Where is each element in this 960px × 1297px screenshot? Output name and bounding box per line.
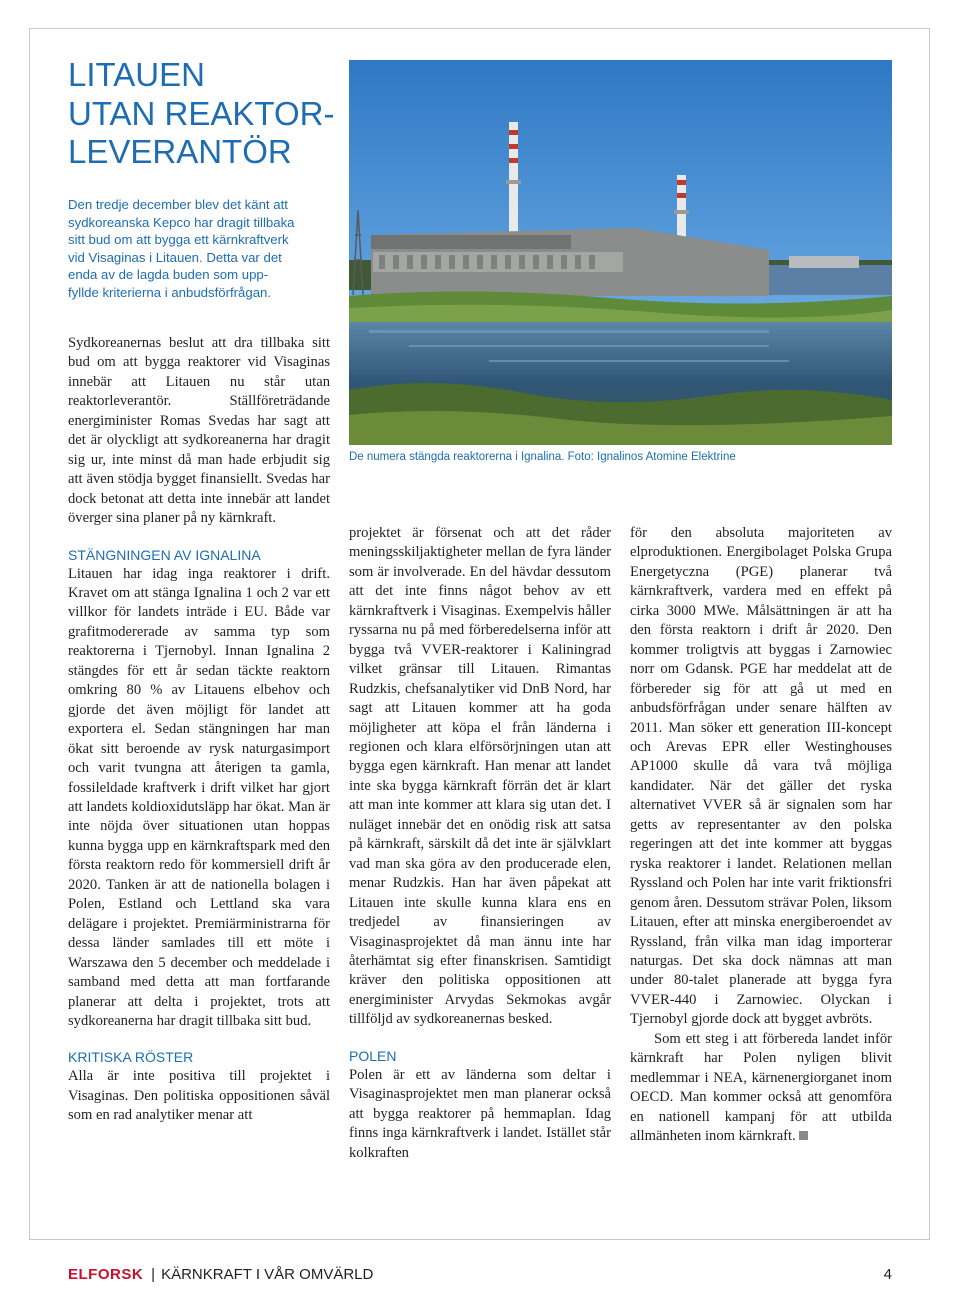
paragraph: projektet är försenat och att det råder meningsskiljaktigheter mellan de fyra länder som är involverade. En del hävdar dessutom att det inte finns något behov av ett kärnkraftverk i Visaginas. Exempelvis håller ryssarna nu på med förberedelserna inför att bygga två VVER-reaktorer i Kaliningrad vilket gränsar till Litauen. Rimantas Rudzkis, chefsanalytiker vid DnB Nord, har sagt att Litauen kommer att ha goda möjligheter att köpa el från länderna i regionen och klara elförsörjningen utan att bygga egen kärnkraft. Han menar att landet inte ska bygga kärnkraft förrän det är klart att man inte kommer att klara sig utan det. I nuläget innebär det en onödig risk att satsa på kärnkraft, särskilt då det inte är självklart vad man ska göra av den producerade elen, menar Rudzkis. Han har även påpekat att Litauen inte skulle kunna klara ens en tredjedel av finansieringen av Visaginasprojektet då man ännu inte har återhämtat sig efter finanskrisen. Samtidigt kräver den politiska oppositionen att energiminister Arvydas Sekmokas avgår tillföljd av sydkoreanernas besked. bbox=[349, 525, 611, 1028]
paragraph: Polen är ett av länderna som deltar i Visaginasprojektet men man planerar också att bygga reaktorer på hemmaplan. Idag finns inga kärnkraftverk i landet. Istället står kolkraften bbox=[349, 1066, 611, 1161]
intro-line-5: enda av de lagda buden som upp- bbox=[68, 267, 269, 283]
paragraph: för den absoluta majoriteten av elproduktionen. Energibolaget Polska Grupa Energetyczna (PGE) planerar två kärnkraftverk, vardera med en effekt på cirka 3000 MWe. Målsättningen är att ha den första reaktorn i drift år 2020. Den kommer troligtvis att byggas i Zarnowiec norr om Gdansk. PGE har meddelat att de förbereder sig för att gå ut med en anbudsförfrågan under senare hälften av 2011. Man söker ett generation III-koncept och Arevas EPR eller Westinghouses AP1000 skulle då vara två möjliga kandidater. När det gäller det ryska alternativet VVER så är signalen som har getts av representanter av den polska regeringen att det inte kommer att byggas ryska reaktorer i landet. Relationen mellan Ryssland och Polen har inte varit friktionsfri genom åren. Dessutom strävar Polen, liksom Litauen, efter att minska energiberoendet av Ryssland, från vilka man idag importerar naturgas. Det ska dock nämnas att man under 80-talet planerade att bygga fyra VVER-440 i Zarnowiec. Olyckan i Tjernobyl gjorde dock att bygget avbröts. bbox=[630, 525, 892, 1028]
subheading-polen: POLEN bbox=[349, 1047, 397, 1064]
photo-ignalina bbox=[349, 60, 892, 445]
end-of-article-icon bbox=[799, 1131, 808, 1140]
text-column-3 bbox=[630, 524, 892, 1147]
paragraph-last bbox=[630, 1030, 892, 1147]
page-footer bbox=[68, 1265, 892, 1285]
intro-line-2: sydkoreanska Kepco har dragit tillbaka bbox=[68, 214, 295, 230]
intro-line-4: vid Visaginas i Litauen. Detta var det bbox=[68, 249, 282, 265]
intro-line-1: Den tredje december blev det känt att bbox=[68, 197, 288, 212]
subheading-stangningen: STÄNGNINGEN AV IGNALINA bbox=[68, 546, 261, 563]
subheading-kritiska-roster: KRITISKA RÖSTER bbox=[68, 1049, 194, 1066]
title-line-3: LEVERANTÖR bbox=[68, 133, 292, 170]
article-intro bbox=[68, 196, 338, 302]
title-line-2: UTAN REAKTOR- bbox=[68, 94, 335, 132]
title-line-1: LITAUEN bbox=[68, 56, 205, 93]
photo-caption: De numera stängda reaktorerna i Ignalina. Foto: Ignalinos Atomine Elektrine bbox=[349, 451, 736, 463]
paragraph-last-text: Som ett steg i att förbereda landet inför kärnkraft har Polen nyligen blivit medlemmar i NEA, kärnenergiorganet inom OECD. Man kommer också att genomföra en nationell kampanj för att utbilda allmänheten inom kärnkraft. bbox=[630, 1030, 892, 1145]
paragraph: Litauen har idag inga reaktorer i drift. Kravet om att stänga Ignalina 1 och 2 var ett villkor för landets inträde i EU. Både var grafitmodererade av samma typ som reaktorerna i Tjernobyl. Innan Ignalina 2 stängdes för ett år sedan täckte reaktorn omkring 80 % av Litauens elbehov och gjorde det även möjligt för landet att exportera el. Sedan stängningen har man ökat sitt beroende av rysk naturgasimport och varit tvungna att återigen ta gamla, fossileldade kraftverk i drift vilket har gjort att landets koldioxidutsläpp har ökat. Man är inte nöjda över situationen utan hoppas kunna bygga upp en kärnkraftspark med den första reaktorn redo för kommersiell drift år 2020. Tanken är att de nationella bolagen i Polen, Estland och Lettland ska vara delägare i projektet. Premiärministrarna för dessa länder samlades till ett möte i Warszawa den 5 december och meddelade i samband med detta att man fortfarande planerar att delta i projektet, trots att sydkoreanerna har dragit tillbaka sitt bud. bbox=[68, 565, 330, 1029]
footer-separator: | bbox=[151, 1266, 156, 1283]
text-column-2 bbox=[349, 524, 611, 1163]
intro-line-3: sitt bud om att bygga ett kärnkraftverk bbox=[68, 232, 289, 248]
article-title bbox=[68, 56, 348, 172]
paragraph: Alla är inte positiva till projektet i Visaginas. Den politiska oppositionen såväl som en rad analytiker menar att bbox=[68, 1068, 330, 1124]
intro-line-6: fyllde kriterierna i anbudsförfrågan. bbox=[68, 284, 272, 300]
footer-section: KÄRNKRAFT I VÅR OMVÄRLD bbox=[161, 1266, 374, 1283]
text-column-1 bbox=[68, 334, 330, 1126]
paragraph: Sydkoreanernas beslut att dra tillbaka sitt bud om att bygga reaktorer vid Visaginas innebär att Litauen nu står utan reaktorleverantör. Ställföreträdande energiminister Romas Svedas har sagt att det är olyckligt att sydkoreanerna har dragit sig ur, inte minst då man hade erbjudit sig att även stödja bygget finansiellt. Svedas har dock betonat att detta inte innebär att landet överger sina planer på ny kärnkraft. bbox=[68, 335, 330, 527]
page-number: 4 bbox=[883, 1266, 892, 1283]
footer-brand: ELFORSK bbox=[68, 1266, 144, 1283]
